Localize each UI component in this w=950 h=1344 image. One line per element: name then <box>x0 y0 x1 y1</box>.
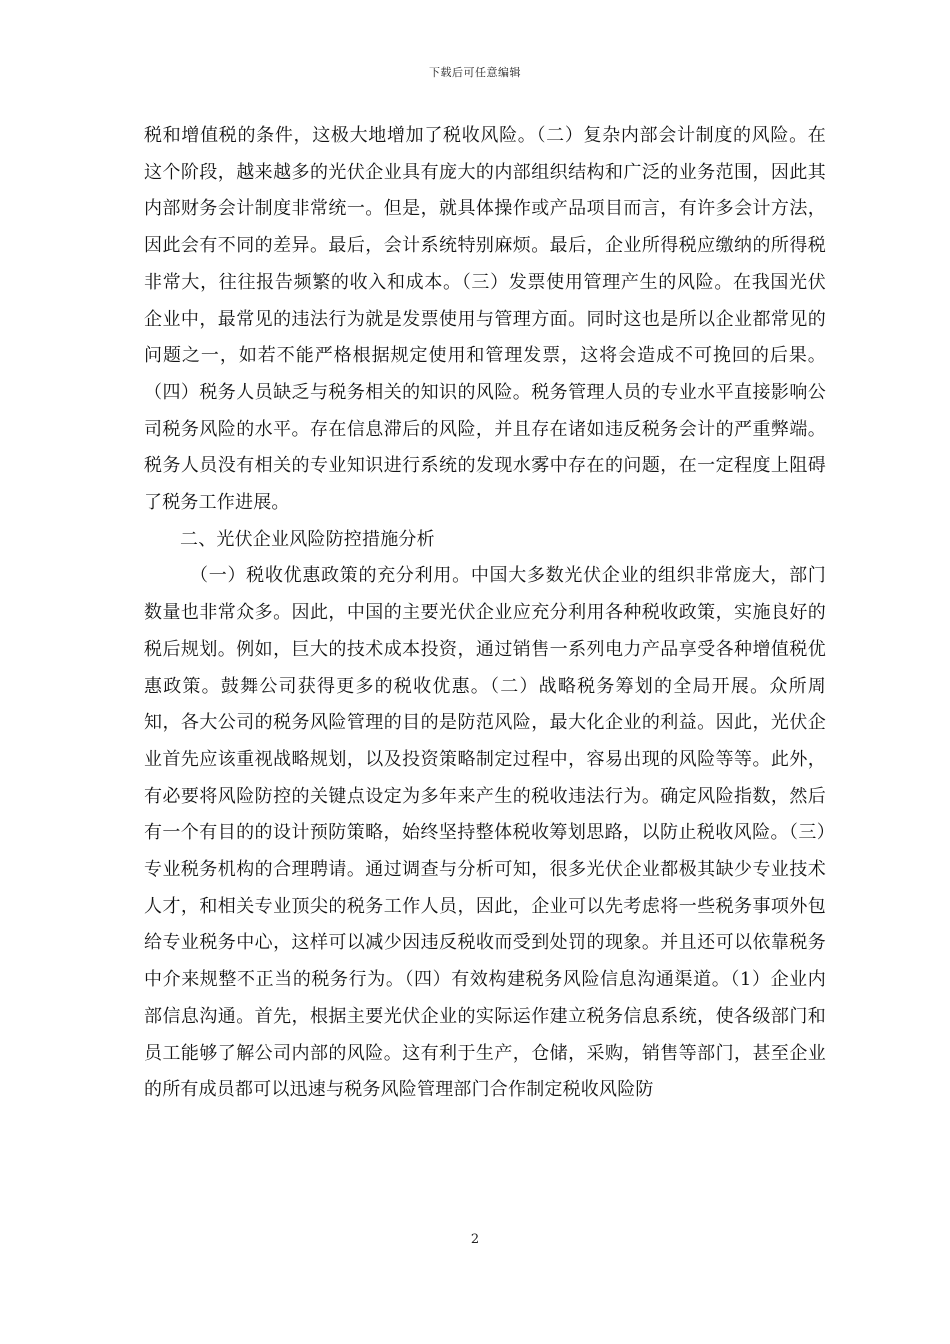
document-body <box>144 118 826 1109</box>
body-paragraph-1: 税和增值税的条件，这极大地增加了税收风险。（二）复杂内部会计制度的风险。在这个阶段，越来越多的光伏企业具有庞大的内部组织结构和广泛的业务范围，因此其内部财务会计制度非常统一。但是，就具体操作或产品项目而言，有许多会计方法，因此会有不同的差异。最后，会计系统特别麻烦。最后，企业所得税应缴纳的所得税非常大，往往报告频繁的收入和成本。（三）发票使用管理产生的风险。在我国光伏企业中，最常见的违法行为就是发票使用与管理方面。同时这也是所以企业都常见的问题之一，如若不能严格根据规定使用和管理发票，这将会造成不可挽回的后果。（四）税务人员缺乏与税务相关的知识的风险。税务管理人员的专业水平直接影响公司税务风险的水平。存在信息滞后的风险，并且存在诸如违反税务会计的严重弊端。税务人员没有相关的专业知识进行系统的发现水雾中存在的问题，在一定程度上阻碍了税务工作进展。 <box>144 125 826 514</box>
page-number: 2 <box>470 1232 480 1247</box>
page-header: 下载后可任意编辑 <box>429 66 521 79</box>
body-paragraph-2: （一）税收优惠政策的充分利用。中国大多数光伏企业的组织非常庞大，部门数量也非常众多。因此，中国的主要光伏企业应充分利用各种税收政策，实施良好的税后规划。例如，巨大的技术成本投资，通过销售一系列电力产品享受各种增值税优惠政策。鼓舞公司获得更多的税收优惠。（二）战略税务筹划的全局开展。众所周知，各大公司的税务风险管理的目的是防范风险，最大化企业的利益。因此，光伏企业首先应该重视战略规划，以及投资策略制定过程中，容易出现的风险等等。此外，有必要将风险防控的关键点设定为多年来产生的税收违法行为。确定风险指数，然后有一个有目的的设计预防策略，始终坚持整体税收筹划思路，以防止税收风险。（三）专业税务机构的合理聘请。通过调查与分析可知，很多光伏企业都极其缺少专业技术人才，和相关专业顶尖的税务工作人员，因此，企业可以先考虑将一些税务事项外包给专业税务中心，这样可以减少因违反税收而受到处罚的现象。并且还可以依靠税务中介来规整不正当的税务行为。（四）有效构建税务风险信息沟通渠道。（1）企业内部信息沟通。首先，根据主要光伏企业的实际运作建立税务信息系统，使各级部门和员工能够了解公司内部的风险。这有利于生产，仓储，采购，销售等部门，甚至企业的所有成员都可以迅速与税务风险管理部门合作制定税收风险防 <box>144 565 826 1101</box>
section-heading: 二、光伏企业风险防控措施分析 <box>180 528 435 550</box>
